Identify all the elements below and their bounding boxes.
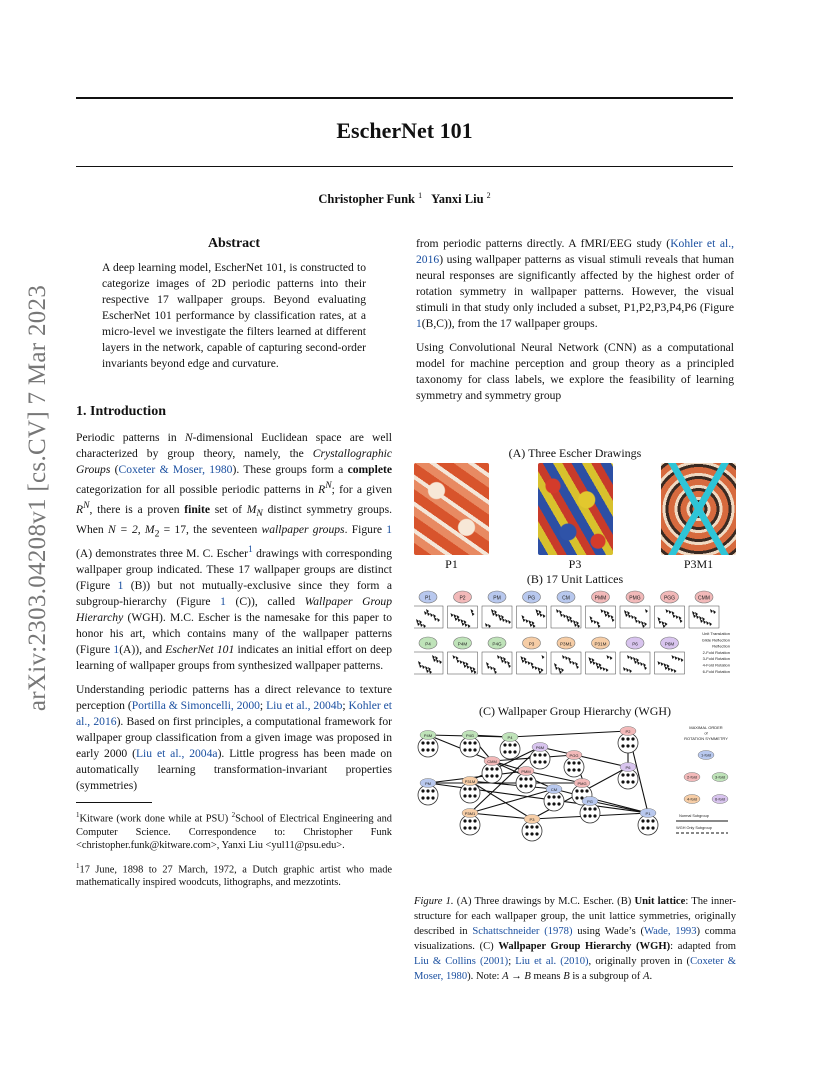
lattice-label: P4 (425, 641, 431, 647)
figure-ref-link[interactable]: 1 (386, 523, 393, 537)
lattice-legend-item: 3-Fold Rotation (702, 656, 730, 662)
escher-drawing-p3-image (538, 463, 613, 555)
lattice-label: P31M (594, 641, 607, 647)
wgh-node (564, 751, 584, 778)
figure-caption: Figure 1. (A) Three drawings by M.C. Escher. (B) Unit lattice: The inner-structure for each wallpaper group, the unit lattice symmetries, originally described in Schattschneider (1978) using Wade’s (Wade, 1993) comma visualizations. (C) Wallpaper Group Hierarchy (WGH): adapted from Liu & Collins (2001); Liu et al. (2010), originally proven in (Coxeter & Moser, 1980). Note: A → B means B is a subgroup of A. (414, 896, 736, 982)
intro-paragraph-2: Understanding periodic patterns has a direct relevance to texture perception (Portilla & Simoncelli, 2000; Liu et al., 2004b; Kohler et al., 2016). Based on first principles, a computational framework for wallpaper group classification from a given image was proposed in early 2000 (Liu et al., 2004a). Little progress has been made on automatically learning transformation-invariant properties (symmetries) (76, 683, 393, 793)
figure-1 (414, 446, 736, 984)
wgh-node (580, 797, 600, 824)
footnote-1: $^1$Kitware (work done while at PSU) $^2$School of Electrical Engineering and Computer Science. Correspondence to: Christopher Funk <christopher.funk@kitware.com>, Yanxi Liu <yul11@psu.edu>. (76, 811, 392, 851)
abstract-heading: Abstract (207, 236, 261, 251)
citation-link[interactable]: Liu et al., 2004b (266, 699, 343, 713)
wgh-node-label: PMM (521, 768, 531, 774)
drawing-label: P1 (445, 557, 458, 571)
wgh-node (418, 779, 438, 806)
wgh-node-label: P4G (465, 732, 475, 738)
wgh-node-label: P6 (625, 764, 631, 770)
figure-ref-link[interactable]: 1 (220, 595, 226, 609)
lattice-legend-item: Glide Reflection (701, 637, 730, 643)
lattice-label: PMG (629, 595, 641, 602)
title-rule-bottom (76, 166, 733, 167)
arxiv-side-banner (18, 284, 58, 712)
citation-link[interactable]: Kohler et al., 2016 (76, 699, 393, 729)
wgh-node-label: P4M (423, 732, 433, 738)
figure-ref-link[interactable]: 1 (416, 317, 422, 330)
citation-link[interactable]: Wade, 1993 (644, 926, 697, 937)
wgh-node (500, 733, 520, 760)
wgh-legend-title: ROTATION SYMMETRY (684, 736, 728, 741)
wgh-legend-edge-label: Normal Subgroup (679, 814, 709, 818)
panel-c-title: (C) Wallpaper Group Hierarchy (WGH) (478, 704, 672, 718)
wgh-legend-edge-label: WGH Only Subgroup (676, 826, 712, 830)
escher-drawing-labels (414, 557, 736, 572)
citation-link[interactable]: Kohler et al., 2016 (416, 237, 734, 266)
abstract-text: A deep learning model, EscherNet 101, is constructed to categorize images of 2D periodic patterns into their respective 17 wallpaper groups. Beyond evaluating EscherNet 101 performance by classification rates, at a micro-level we investigate the filters learned at different layers in the network, capable of capturing second-order invariants beyond edge and curvature. (102, 261, 366, 370)
wgh-node-label: P4 (507, 734, 513, 740)
unit-lattice-grid (414, 589, 736, 699)
wgh-node-label: P1 (645, 810, 651, 816)
footnote-ref-link[interactable]: 1 (248, 544, 253, 556)
lattice-label: PGG (663, 595, 676, 602)
drawing-label: P3M1 (683, 557, 714, 571)
figure-ref-link[interactable]: 1 (117, 579, 124, 593)
wgh-node-label: PMG (577, 780, 587, 786)
right-paragraph-2: Using Convolutional Neural Network (CNN) as a computational model for machine perception and group theory as a principled taxonomy for class labels, we explore the feasibility of learning symmetry and symmetry group (416, 341, 734, 402)
wgh-node (482, 757, 502, 784)
arxiv-identifier[interactable]: arXiv:2303.04208v1 [cs.CV] 7 Mar 2023 (24, 284, 51, 712)
lattice-label: CMM (698, 595, 710, 602)
panel-a-title: (A) Three Escher Drawings (508, 446, 642, 460)
affiliation-mark: 2 (486, 191, 491, 200)
author-name: Yanxi Liu (431, 192, 484, 207)
wgh-node (618, 763, 638, 790)
wgh-node-label: CM (550, 786, 558, 792)
figure-ref-link[interactable]: 1 (113, 643, 120, 657)
affiliation-mark: 1 (418, 191, 423, 200)
citation-link[interactable]: Schattschneider (1978) (472, 926, 573, 937)
wgh-node (460, 731, 480, 758)
citation-link[interactable]: Liu et al. (2010) (515, 956, 589, 967)
lattice-legend-item: 2-Fold Rotation (702, 649, 730, 655)
wgh-node (638, 809, 658, 836)
wgh-legend-title: of (704, 730, 708, 736)
citation-link[interactable]: Coxeter & Moser, 1980 (414, 956, 736, 982)
author-list (76, 191, 733, 207)
drawing-label: P3 (568, 557, 582, 571)
panel-b-title: (B) 17 Unit Lattices (526, 572, 624, 586)
wgh-node (530, 743, 550, 770)
escher-drawings (414, 463, 736, 555)
lattice-legend-item: 6-Fold Rotation (702, 668, 730, 674)
lattice-label: CM (562, 595, 570, 602)
lattice-legend-item: 4-Fold Rotation (702, 662, 730, 668)
wgh-node-label: PG (587, 798, 593, 804)
wallpaper-group-hierarchy-diagram (414, 721, 736, 881)
wgh-node-label: P31M (464, 778, 476, 784)
footnote-2: $^1$17 June, 1898 to 27 March, 1972, a Dutch graphic artist who made mathematically inspired woodcuts, lithographs, and mezzotints. (76, 861, 392, 889)
citation-link[interactable]: Coxeter & Moser, 1980 (118, 463, 233, 476)
wgh-edge (554, 789, 648, 813)
lattice-label: P3 (528, 641, 535, 647)
wgh-node (618, 727, 638, 754)
citation-link[interactable]: Liu et al., 2004a (135, 747, 218, 761)
wgh-edge (470, 781, 554, 789)
citation-link[interactable]: Portilla & Simoncelli, 2000 (131, 699, 260, 713)
lattice-label: P6M (664, 641, 675, 647)
author-name: Christopher Funk (318, 192, 416, 207)
lattice-label: PMM (594, 595, 607, 602)
wgh-legend-title: MAXIMAL ORDER (689, 725, 723, 730)
title-rule-top (76, 97, 733, 99)
right-column (416, 236, 734, 412)
wgh-node-label: P3 (529, 816, 535, 822)
section-heading-introduction: 1. Introduction (76, 404, 166, 419)
lattice-legend-item: Reflection (712, 643, 730, 649)
wgh-node-label: CMM (487, 758, 497, 764)
left-column (76, 236, 392, 897)
wgh-node-label: PM (425, 780, 431, 786)
wgh-legend-item: 4-fold (686, 796, 698, 802)
lattice-label: PM (493, 595, 501, 602)
paper-title: EscherNet 101 (336, 118, 473, 143)
lattice-label: PG (527, 595, 536, 602)
wgh-node (522, 815, 542, 842)
wgh-node (418, 731, 438, 758)
escher-drawing-p3m1-image (661, 463, 736, 555)
wgh-node-label: P6M (535, 744, 545, 750)
right-paragraph-1: from periodic patterns directly. A fMRI/EEG study (Kohler et al., 2016) using wallpaper patterns as visual stimuli reveals that human neural responses are significantly affected by the highest order of rotation symmetry in wallpaper patterns. However, the visual stimuli in that study only included a subset, P1,P2,P3,P4,P6 (Figure 1(B,C)), from the 17 wallpaper groups. (416, 237, 734, 330)
wgh-edge (510, 731, 628, 737)
lattice-label: P3M1 (559, 641, 573, 647)
lattice-label: P2 (459, 595, 466, 602)
lattice-label: P1 (424, 595, 432, 602)
wgh-node (544, 785, 564, 812)
wgh-node (516, 767, 536, 794)
wgh-legend-item: 3-fold (714, 774, 726, 780)
lattice-label: P4G (492, 641, 502, 647)
footnote-rule (76, 802, 152, 803)
escher-drawing-p1-image (414, 463, 489, 555)
wgh-node (460, 777, 480, 804)
wgh-node (460, 809, 480, 836)
wgh-legend-item: 6-fold (714, 796, 726, 802)
intro-paragraph-1: Periodic patterns in N-dimensional Euclidean space are well characterized by group theory, namely, the Crystallographic Groups (Coxeter & Moser, 1980). These groups form a complete categorization for all possible periodic patterns in $R^N$; for a given $R^N$, there is a proven finite set of $M_N$ distinct symmetry groups. When N = 2, $M_2 = 17$, the seventeen wallpaper groups. Figure 1 (A) demonstrates three M. C. Escher$^1$ drawings with corresponding wallpaper group indicated. These 17 wallpaper groups are distinct (Figure 1 (B)) but not mutually-exclusive since they form a subgroup-hierarchy (Figure 1 (C)), called Wallpaper Group Hierarchy (WGH). M.C. Escher is the namesake for this paper to honor his art, which contains many of the wallpaper patterns (Figure 1(A)), and EscherNet 101 indicates an initial effort on deep learning of wallpaper groups from synthesized wallpaper patterns. (76, 431, 393, 673)
lattice-label: P4M (457, 641, 468, 647)
lattice-legend-item: Unit Translation (702, 631, 730, 636)
wgh-node-label: PGG (569, 752, 579, 758)
lattice-label: P6 (632, 641, 638, 647)
wgh-legend-item: 2-fold (686, 774, 698, 780)
citation-link[interactable]: Liu & Collins (2001) (414, 956, 509, 967)
wgh-node-label: P3M1 (464, 810, 476, 816)
wgh-legend-item: 1-fold (700, 752, 712, 758)
wgh-node-label: P2 (625, 728, 631, 734)
